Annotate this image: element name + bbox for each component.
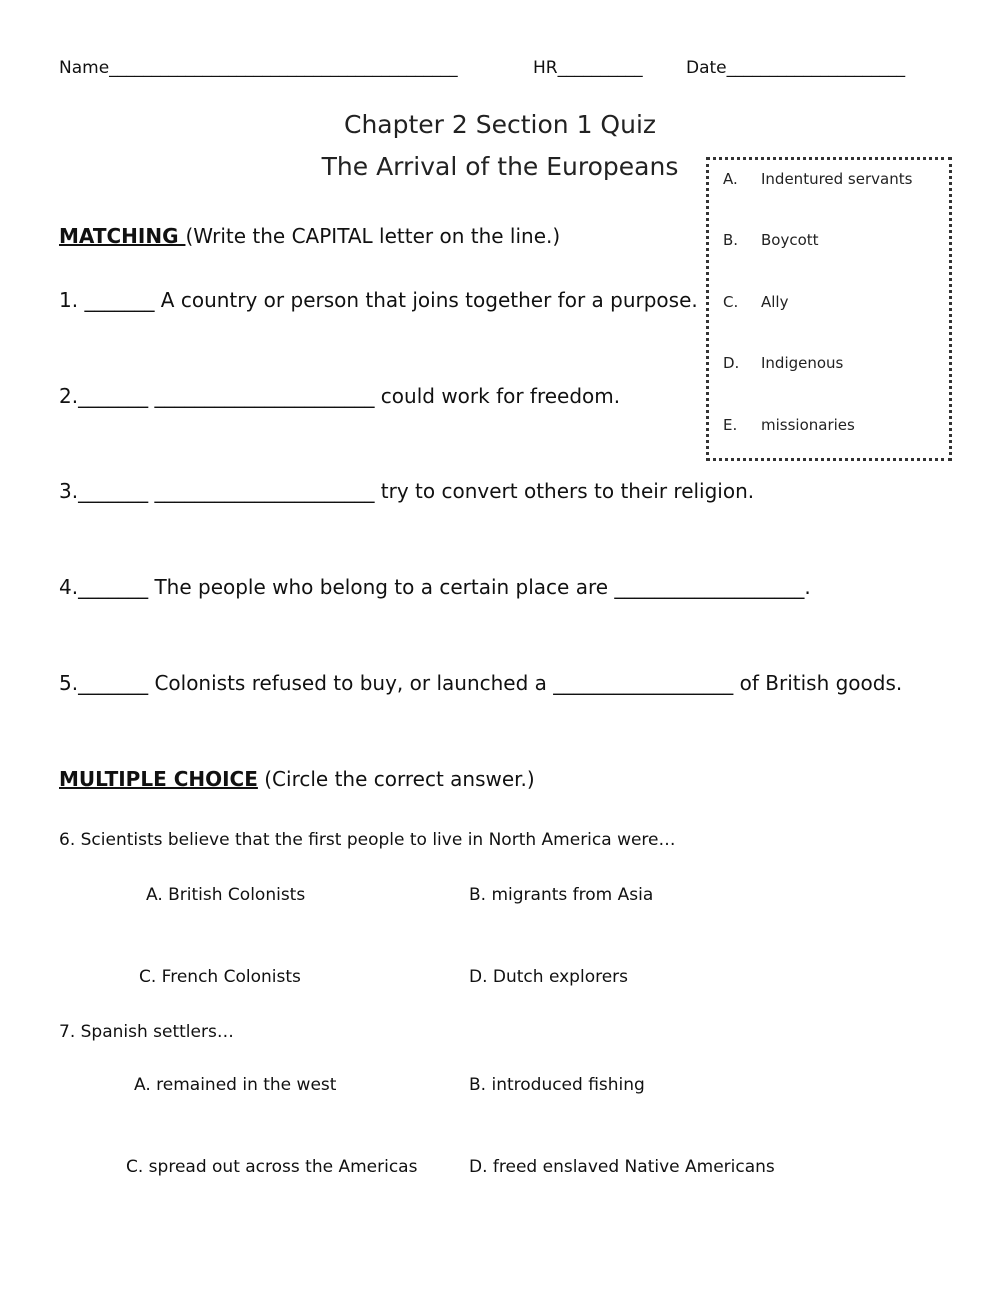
hr-field[interactable]: HR__________ [533, 58, 643, 78]
word-bank-item [723, 354, 843, 372]
mc-7-option-a[interactable]: A. remained in the west [134, 1075, 337, 1095]
multiple-choice-title: MULTIPLE CHOICE [59, 767, 258, 791]
multiple-choice-instruction: (Circle the correct answer.) [257, 767, 535, 791]
word-bank-item [723, 416, 855, 434]
word-bank-term: Indigenous [761, 354, 844, 372]
quiz-title: Chapter 2 Section 1 Quiz [343, 110, 657, 139]
mc-6-option-c[interactable]: C. French Colonists [139, 967, 301, 987]
word-bank-term: missionaries [761, 416, 855, 434]
matching-question-3[interactable]: 3._______ ______________________ try to convert others to their religion. [59, 479, 755, 503]
quiz-subtitle: The Arrival of the Europeans [321, 152, 679, 181]
name-field[interactable]: Name_________________________________________ [59, 58, 458, 78]
word-bank-letter: A. [723, 170, 738, 188]
mc-7-option-d[interactable]: D. freed enslaved Native Americans [469, 1157, 775, 1177]
matching-instruction: (Write the CAPITAL letter on the line.) [185, 224, 561, 248]
mc-6-option-b[interactable]: B. migrants from Asia [469, 885, 654, 905]
word-bank [706, 157, 952, 461]
mc-question-7: 7. Spanish settlers… [59, 1022, 234, 1042]
word-bank-letter: C. [723, 293, 739, 311]
date-field[interactable]: Date_____________________ [686, 58, 906, 78]
word-bank-term: Indentured servants [761, 170, 913, 188]
word-bank-item [723, 170, 912, 188]
mc-6-option-d[interactable]: D. Dutch explorers [469, 967, 629, 987]
word-bank-item [723, 231, 819, 249]
mc-7-option-c[interactable]: C. spread out across the Americas [126, 1157, 418, 1177]
matching-title: MATCHING [59, 224, 186, 248]
word-bank-item [723, 293, 788, 311]
mc-6-option-a[interactable]: A. British Colonists [146, 885, 306, 905]
matching-question-4[interactable]: 4._______ The people who belong to a certain place are ___________________. [59, 575, 811, 599]
matching-heading [59, 224, 560, 248]
word-bank-letter: D. [723, 354, 740, 372]
multiple-choice-heading [59, 767, 535, 791]
mc-7-option-b[interactable]: B. introduced fishing [469, 1075, 645, 1095]
word-bank-term: Boycott [761, 231, 819, 249]
mc-question-6: 6. Scientists believe that the first people to live in North America were… [59, 830, 676, 850]
matching-question-5[interactable]: 5._______ Colonists refused to buy, or launched a __________________ of British goods. [59, 671, 903, 695]
word-bank-term: Ally [761, 293, 789, 311]
matching-question-2[interactable]: 2._______ ______________________ could work for freedom. [59, 384, 621, 408]
word-bank-letter: B. [723, 231, 739, 249]
word-bank-letter: E. [723, 416, 738, 434]
matching-question-1[interactable]: 1. _______ A country or person that joins together for a purpose. [59, 288, 698, 312]
